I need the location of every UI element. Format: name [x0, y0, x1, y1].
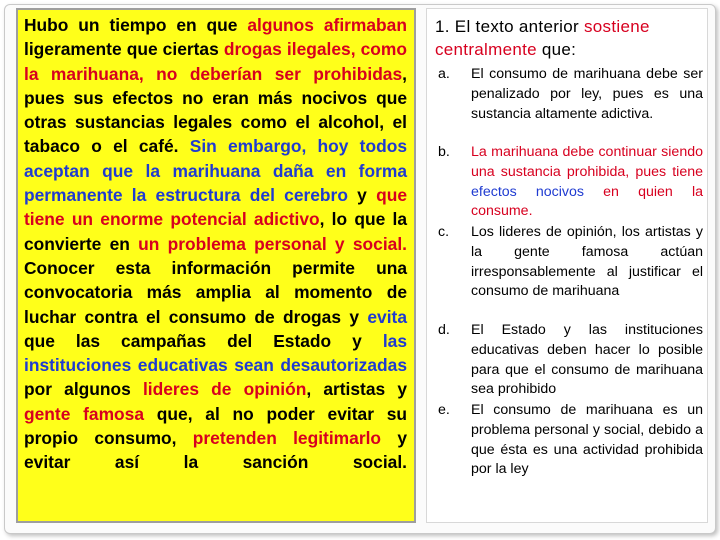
- passage-text: y: [341, 306, 368, 327]
- passage-highlight-blue: Sin embargo, hoy todos aceptan que la marihuana daña en forma permanente la estructura del cerebro: [24, 136, 407, 206]
- passage-highlight-red: gente famosa: [24, 403, 145, 424]
- option-text: Los lideres de opinión, los artistas y la gente famosa actúan irresponsablemente al justificar el consumo de marihuana: [471, 224, 703, 300]
- passage-text: Hubo un tiempo en que: [24, 15, 248, 35]
- question-suffix: que:: [536, 40, 577, 59]
- reading-passage: [24, 13, 407, 475]
- passage-text: y: [347, 185, 377, 206]
- passage-text: por algunos: [24, 379, 143, 400]
- option-letter: d.: [438, 322, 450, 338]
- passage-text: que las campañas del Estado y: [24, 330, 383, 351]
- passage-text: y evitar así la sanción social.: [24, 428, 407, 473]
- option-text: El consumo de marihuana debe ser penalizado por ley, pues es una sustancia altamente adictiva.: [471, 66, 703, 122]
- passage-highlight-red: que tiene un enorme potencial adictivo: [24, 185, 407, 230]
- option-letter: b.: [438, 144, 450, 160]
- passage-highlight-red: algunos afirmaban: [247, 15, 407, 35]
- passage-text: , artistas y: [306, 379, 407, 400]
- passage-text: , lo que la convierte en: [24, 209, 407, 254]
- option-text: El consumo de marihuana es un problema personal y social, debido a que ésta es una actividad prohibida por la ley: [471, 402, 703, 478]
- passage-highlight-red: drogas ilegales, como la marihuana, no deberían ser prohibidas: [24, 39, 407, 84]
- reading-passage-panel: [16, 8, 416, 523]
- passage-text: ligeramente que ciertas: [24, 39, 224, 60]
- option-text: [471, 143, 703, 222]
- question-prefix: 1. El texto anterior: [435, 17, 584, 36]
- passage-text: , pues sus efectos no eran más nocivos que otras sustancias legales como el alcohol, el tabaco o el café.: [24, 63, 407, 157]
- option-text: El Estado y las instituciones educativas deben hacer lo posible para que el consumo de marihuana sea prohibido: [471, 322, 703, 398]
- passage-highlight-blue: evita: [367, 306, 407, 327]
- question-highlight: sostiene centralmente: [435, 17, 650, 59]
- option-letter: a.: [438, 66, 450, 82]
- option-text-red: en quien la consume.: [471, 183, 703, 220]
- option-text-blue: efectos nocivos: [471, 183, 584, 200]
- option-letter: e.: [438, 402, 450, 418]
- passage-highlight-red: un problema personal y social.: [138, 233, 407, 254]
- passage-highlight-red: pretenden legitimarlo: [192, 428, 382, 449]
- passage-text: que, al no poder evitar su propio consumo,: [24, 403, 408, 449]
- passage-highlight-red: lideres de opinión: [142, 379, 307, 400]
- passage-text: Conocer esta información permite una convocatoria más amplia al momento de luchar contra el consumo de drogas: [24, 257, 407, 327]
- question-stem: [435, 15, 705, 61]
- question-panel: [426, 8, 708, 523]
- option-letter: c.: [438, 224, 450, 240]
- passage-highlight-blue: las instituciones educativas sean desautorizadas: [24, 330, 407, 376]
- option-text-red: La marihuana debe continuar siendo una sustancia prohibida, pues tiene: [471, 144, 703, 180]
